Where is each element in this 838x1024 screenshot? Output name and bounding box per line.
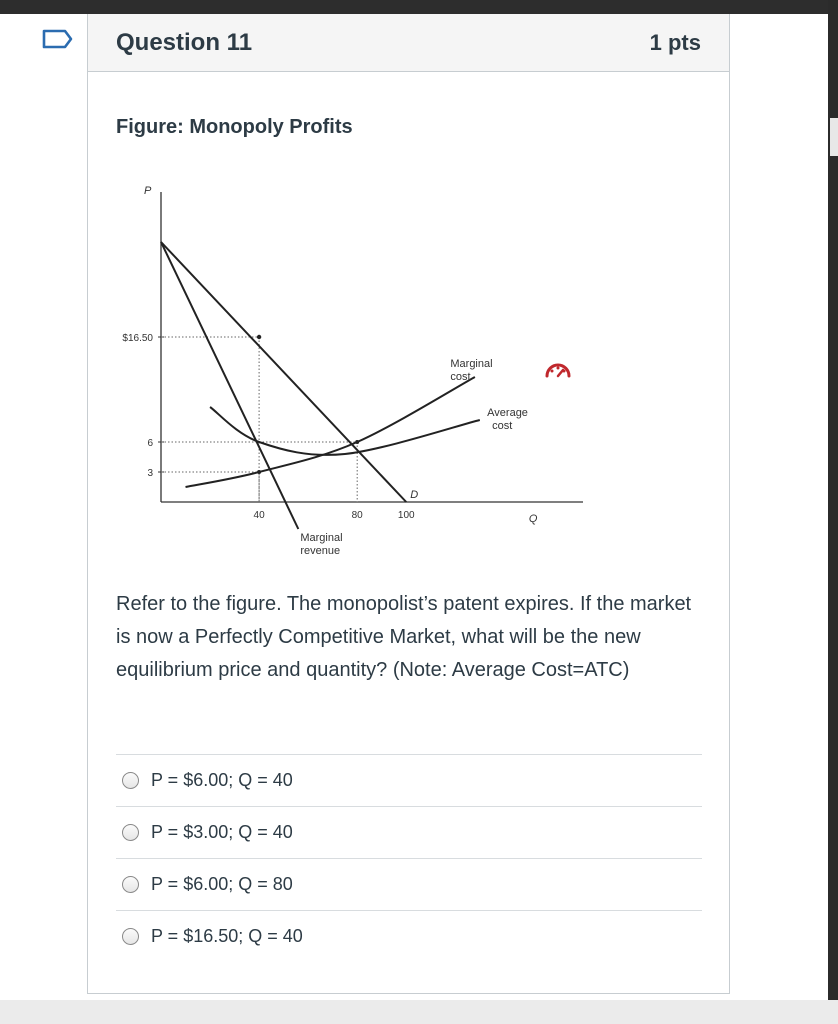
ac-label-line2: cost: [492, 420, 513, 432]
question-text: Refer to the figure. The monopolist’s patent expires. If the market is now a Perfectly Competitive Market, what will be the new equilibrium price and quantity? (Note: Average Cost=ATC): [116, 593, 692, 681]
answer-option[interactable]: [116, 754, 702, 806]
scrollbar-thumb[interactable]: [830, 118, 838, 156]
mr-label-line1: Marginal: [300, 532, 343, 544]
x-axis-label: Q: [528, 513, 538, 525]
series-d-line: [161, 242, 406, 502]
x-tick-label: 40: [253, 510, 265, 521]
mc-label-line1: Marginal: [450, 358, 493, 370]
question-points: 1 pts: [649, 29, 701, 55]
x-tick-label: 100: [397, 510, 415, 521]
answer-label[interactable]: P = $3.00; Q = 40: [151, 822, 293, 842]
flag-question-icon[interactable]: [40, 28, 74, 50]
radio-button[interactable]: [122, 824, 139, 841]
page-bottom: [0, 1000, 838, 1024]
answer-option[interactable]: [116, 806, 702, 858]
speedometer-icon: [543, 359, 573, 381]
monopoly-point: [257, 335, 261, 339]
question-card: [87, 14, 730, 994]
answer-option[interactable]: [116, 858, 702, 910]
answer-label[interactable]: P = $16.50; Q = 40: [151, 926, 303, 946]
series-marginal-revenue-line: [161, 242, 298, 529]
ac-label-line1: Average: [487, 407, 528, 419]
scrollbar[interactable]: [828, 0, 838, 1024]
radio-button[interactable]: [122, 876, 139, 893]
y-tick-label: 3: [147, 468, 153, 479]
radio-button[interactable]: [122, 772, 139, 789]
mr-label-line2: revenue: [300, 545, 341, 557]
x-tick-label: 80: [351, 510, 363, 521]
answer-label[interactable]: P = $6.00; Q = 80: [151, 874, 293, 894]
monopoly-profits-chart: [108, 172, 628, 592]
series-marginal-cost-line: [186, 377, 475, 487]
y-tick-label: $16.50: [122, 333, 153, 344]
browser-top-strip: [0, 0, 838, 14]
demand-label: D: [410, 489, 419, 501]
y-tick-label: 6: [147, 438, 153, 449]
y-axis-label: P: [144, 185, 152, 197]
answer-option[interactable]: [116, 910, 702, 962]
question-header: [88, 14, 729, 72]
answer-list: [116, 754, 702, 962]
radio-button[interactable]: [122, 928, 139, 945]
answer-label[interactable]: P = $6.00; Q = 40: [151, 770, 293, 790]
figure-title: Figure: Monopoly Profits: [116, 116, 353, 138]
question-title: Question 11: [116, 28, 253, 56]
mc-label-line2: cost: [450, 371, 471, 383]
